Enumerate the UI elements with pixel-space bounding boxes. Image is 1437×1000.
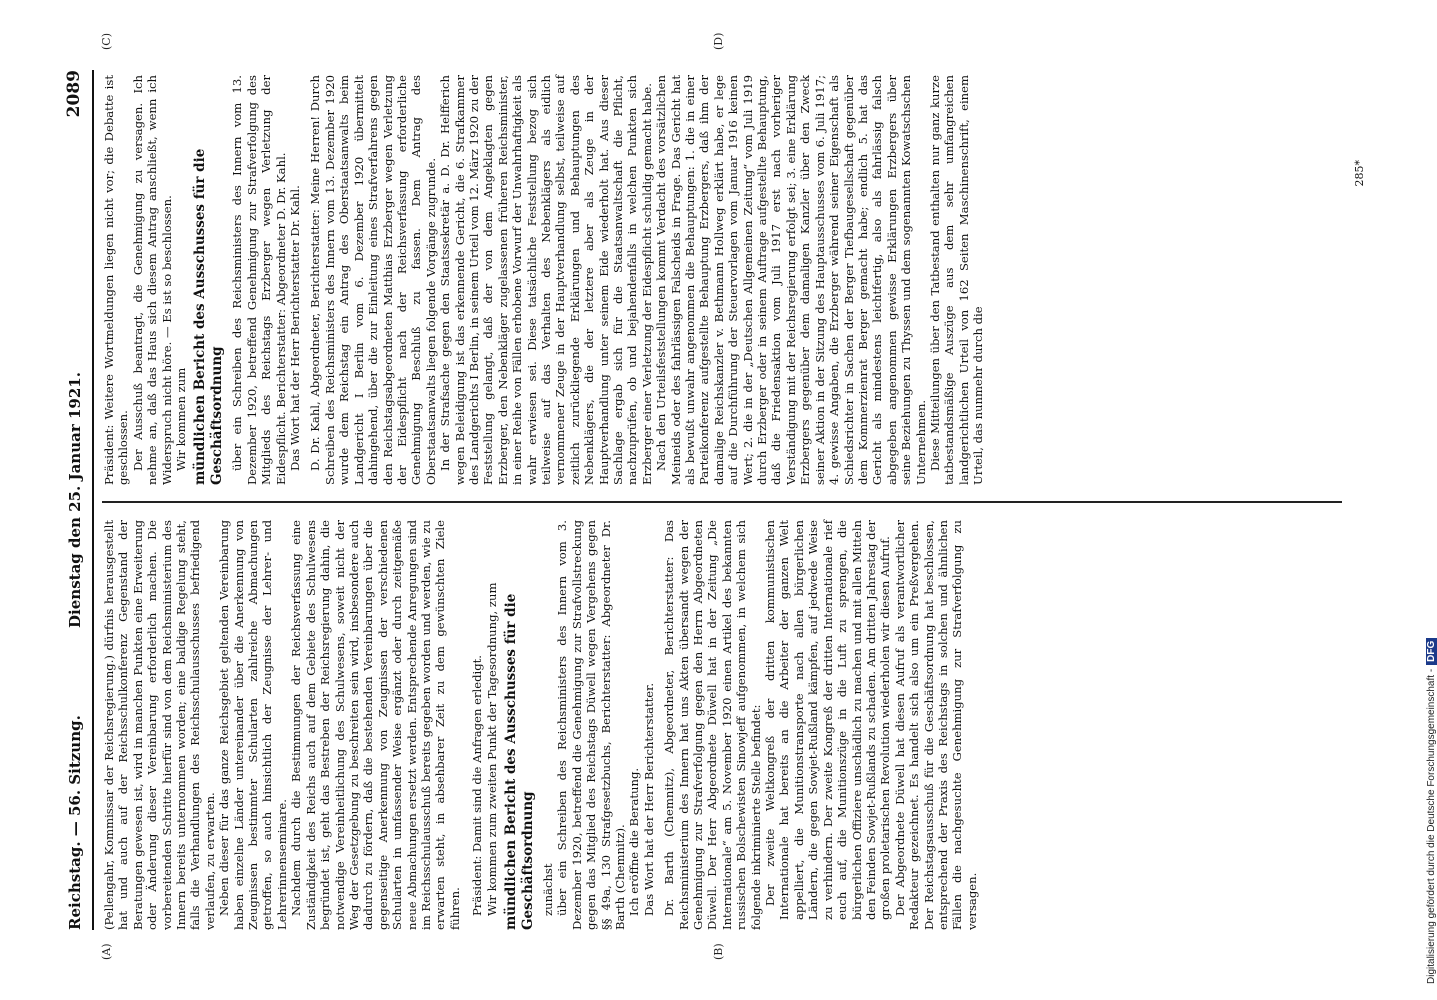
paragraph: Diese Mitteilungen über den Tatbestand enthalten nur ganz kurze tatbestandsmäßige Auszüge aus dem sehr umfangreichen landgerichtlichen Urteil von 162 Seiten Maschinenschrift, einem Urteil, das nunmehr durch die bbox=[927, 75, 986, 485]
paragraph: über ein Schreiben des Reichsministers des Innern vom 13. Dezember 1920, betreffend Genehmigung zur Strafverfolgung des Mitglieds des Reichstags Erzberger wegen Verletzung der Eidespflicht. Berichterstatter: Abgeordneter D. Dr. Kahl. bbox=[230, 75, 288, 485]
column-divider bbox=[102, 502, 1342, 504]
paragraph: Nachdem durch die Bestimmungen der Reichsverfassung eine Zuständigkeit des Reichs auch auf dem Gebiete des Schulwesens begründet ist, geht das Bestreben der Reichsregierung dahin, die notwendige Vereinheitlichung des Schulwesens, soweit nicht der Weg der Gesetzgebung zu beschreiten sein wird, insbesondere auch dadurch zu fördern, daß die bestehenden Vereinbarungen über die gegenseitige Anerkennung von Zeugnissen der verschiedenen Schularten in umfassender Weise ergänzt oder durch zeitgemäße neue Abmachungen ersetzt werden. Entsprechende Anregungen sind im Reichsschulausschuß bereits gegeben worden und werden, wie zu erwarten steht, in absehbarer Zeit zu dem gewünschten Ziele führen. bbox=[289, 520, 462, 930]
section-heading: mündlichen Bericht des Ausschusses für die Geschäftsordnung bbox=[502, 593, 536, 930]
left-column bbox=[102, 520, 979, 930]
paragraph: Das Wort hat der Herr Berichterstatter. bbox=[641, 682, 656, 916]
paragraph: Nach den Urteilsfeststellungen kommt Verdacht des vorsätzlichen Meineids oder des fahrlässigen Falscheids in Frage. Das Gericht hat als bewußt unwahr angenommen die Behauptungen: 1. die in einer Parteikonferenz aufgestellte Behauptung Erzbergers, daß ihm der damalige Reichskanzler v. Bethmann Hollweg erklärt habe, er lege auf die Durchführung der Steuervorlagen vom Januar 1916 keinen Wert; 2. die in der „Deutschen Allgemeinen Zeitung“ vom Juli 1919 durch Erzberger oder in seinem Auftrage aufgestellte Behauptung, daß die Friedensaktion vom Juli 1917 erst nach vorheriger Verständigung mit der Reichsregierung erfolgt sei; 3. eine Erklärung Erzbergers gegenüber dem damaligen Kanzler über den Zweck seiner Aktion in der Sitzung des Hauptausschusses vom 6. Juli 1917; 4. gewisse Angaben, die Erzberger während seiner Eigenschaft als Schiedsrichter in Sachen der Berger Tiefbaugesellschaft gegenüber dem Kommerzienrat Berger gemacht habe; endlich 5. hat das Gericht als mindestens leichtfertig, also als fahrlässig falsch abgegeben angenommen gewisse Erklärungen Erzbergers über seine Beziehungen zu Thyssen und dem sogenannten Kowatschschen Unternehmen. bbox=[654, 75, 928, 485]
paragraph: Neben dieser für das ganze Reichsgebiet geltenden Vereinbarung haben einzelne Länder untereinander über die Anerkennung von Zeugnissen bestimmter Schularten zahlreiche Abmachungen getroffen, so auch hinsichtlich der Zeugnisse der Lehrer- und Lehrerinnenseminare. bbox=[217, 520, 289, 930]
paragraph: Das Wort hat der Herr Berichterstatter Dr. Kahl. bbox=[288, 185, 303, 471]
page-number: 2089 bbox=[64, 70, 84, 118]
digitization-note bbox=[1412, 14, 1437, 984]
paragraph: In der Strafsache gegen den Staatssekretär a. D. Dr. Helfferich wegen Beleidigung ist das erkennende Gericht, die 6. Strafkammer des Landgerichts I Berlin, in seinem Urteil vom 12. März 1920 zu der Feststellung gelangt, daß der von dem Angeklagten gegen Erzberger, den Nebenkläger zugelassenen früheren Reichsminister, in einer Reihe von Fällen erhobene Vorwurf der Unwahrhaftigkeit als wahr erwiesen sei. Diese tatsächliche Feststellung bezog sich teilweise auf das Verhalten des Nebenklägers als eidlich vernommener Zeuge in der Hauptverhandlung selbst, teilweise auf zeitlich zurückliegende Erklärungen und Behauptungen des Nebenklägers, die der letztere aber als Zeuge in der Hauptverhandlung unter seinem Eide wiederholt hat. Aus dieser Sachlage ergab sich für die Staatsanwaltschaft die Pflicht, nachzuprüfen, ob und bejahendenfalls in welchen Punkten sich Erzberger einer Verletzung der Eidespflicht schuldig gemacht habe. bbox=[438, 75, 654, 485]
paragraph: zunächst bbox=[540, 863, 555, 916]
margin-mark-d: (D) bbox=[712, 32, 725, 50]
paragraph: über ein Schreiben des Reichsministers des Innern vom 3. Dezember 1920, betreffend die Genehmigung zur Strafvollstreckung gegen das Mitglied des Reichstags Düwell wegen Vergehens gegen §§ 49a, 130 Strafgesetzbuchs, Berichterstatter: Abgeordneter Dr. Barth (Chemnitz). bbox=[555, 520, 627, 930]
footer-number: 285* bbox=[1353, 160, 1366, 187]
dfg-logo: DFG bbox=[1426, 638, 1437, 665]
right-column bbox=[102, 75, 986, 485]
margin-mark-b: (B) bbox=[712, 943, 725, 960]
paragraph: Wir kommen zum zweiten Punkt der Tagesordnung, zum bbox=[484, 582, 499, 916]
paragraph: Ich eröffne die Beratung. bbox=[627, 767, 642, 916]
paragraph: Der Abgeordnete Düwell hat diesen Aufruf als verantwortlicher Redakteur gezeichnet. Es handelt sich also um ein Preßvergehen. Der Reichstagsausschuß für die Geschäftsordnung hat beschlossen, entsprechend der Praxis des Reichstags in solchen und ähnlichen Fällen die nachgesuchte Genehmigung zur Strafverfolgung zu versagen. bbox=[892, 520, 979, 930]
paragraph: Präsident: Weitere Wortmeldungen liegen nicht vor; die Debatte ist geschlossen. bbox=[102, 75, 131, 485]
digitization-text: Digitalisierung gefördert durch die Deutsche Forschungsgemeinschaft - bbox=[1426, 668, 1437, 984]
paragraph: D. Dr. Kahl, Abgeordneter, Berichterstatter: Meine Herren! Durch Schreiben des Reichsministers des Innern vom 13. Dezember 1920 wurde dem Reichstag ein Antrag des Oberstaatsanwalts beim Landgericht I Berlin vom 6. Dezember 1920 übermittelt dahingehend, über die zur Einleitung eines Strafverfahrens gegen den Reichstagsabgeordneten Matthias Erzberger wegen Verletzung der Eidespflicht nach der Reichsverfassung erforderliche Genehmigung Beschluß zu fassen. Dem Antrag des Oberstaatsanwalts liegen folgende Vorgänge zugrunde. bbox=[308, 75, 438, 485]
quote-paragraph: Der zweite Weltkongreß der dritten kommunistischen Internationale hat bereits an die Arbeiter der ganzen Welt appelliert, die Munitionstransporte nach allen bürgerlichen Ländern, die gegen Sowjet-Rußland kämpfen, auf jedwede Weise zu verhindern. Der zweite Kongreß der dritten Internationale rief euch auf, die Munitionszüge in die Luft zu sprengen, die bürgerlichen Offiziere unschädlich zu machen und mit allen Mitteln den Feinden Sowjet-Rußlands zu schaden. Am dritten Jahrestag der großen proletarischen Revolution wiederholen wir diesen Aufruf. bbox=[763, 520, 893, 920]
paragraph: (Pellengahr, Kommissar der Reichsregierung.) dürfnis herausgestellt hat und auch auf der Reichsschulkonferenz Gegenstand der Beratungen gewesen ist, wird in manchen Punkten eine Erweiterung oder Änderung dieser Vereinbarung erforderlich machen. Die vorbereitenden Schritte hierfür sind von dem Reichsministerium des Innern bereits unternommen worden; eine baldige Regelung steht, falls die Verhandlungen des Reichsschulausschusses befriedigend verlaufen, zu erwarten. bbox=[102, 520, 217, 930]
page-content bbox=[58, 70, 1366, 930]
section-heading: mündlichen Bericht des Ausschusses für die Geschäftsordnung bbox=[192, 148, 226, 485]
paragraph: Dr. Barth (Chemnitz), Abgeordneter, Berichterstatter: Das Reichsministerium des Innern hat uns Akten übersandt wegen der Genehmigung zur Strafverfolgung gegen den Herrn Abgeordneten Düwell. Der Herr Abgeordnete Düwell hat in der Zeitung „Die Internationale“ am 5. November 1920 einen Artikel des bekannten russischen Bolschewisten Sinowjeff aufgenommen, in welchem sich folgende inkriminierte Stelle befindet: bbox=[662, 520, 763, 930]
margin-mark-a: (A) bbox=[100, 943, 113, 960]
header-center: Dienstag den 25. Januar 1921. bbox=[66, 372, 84, 628]
digitization-note-text bbox=[1426, 14, 1437, 984]
paragraph: Präsident: Damit sind die Anfragen erledigt. bbox=[470, 655, 485, 916]
page-header bbox=[58, 70, 94, 930]
paragraph: Wir kommen zum bbox=[174, 367, 189, 471]
header-left: Reichstag. — 56. Sitzung. bbox=[66, 715, 84, 930]
paragraph: Der Ausschuß beantragt, die Genehmigung zu versagen. Ich nehme an, daß das Haus sich diesem Antrag anschließt, wenn ich Widerspruch nicht höre. — Es ist so beschlossen. bbox=[130, 75, 174, 485]
margin-mark-c: (C) bbox=[100, 33, 113, 50]
